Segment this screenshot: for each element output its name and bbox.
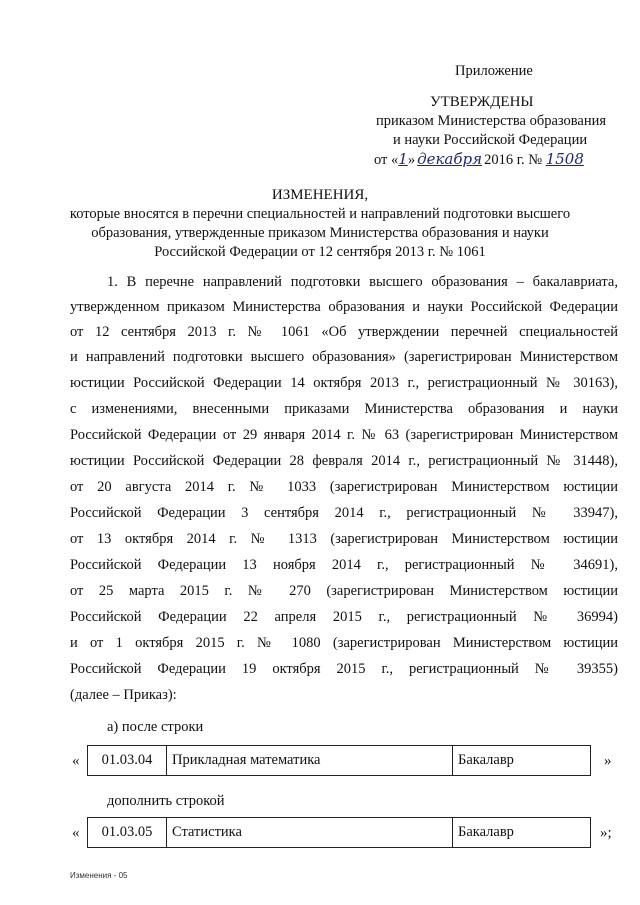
body-line: и направлений подготовки высшего образования» (зарегистрирован Министерством <box>70 349 618 365</box>
row-open-quote: « <box>72 753 80 769</box>
body-line: юстиции Российской Федерации 28 февраля 2014 г., регистрационный № 31448), <box>70 453 618 469</box>
after-row-label: а) после строки <box>107 719 204 735</box>
add-row-label: дополнить строкой <box>107 793 225 809</box>
body-line: Российской Федерации от 29 января 2014 г. № 63 (зарегистрирован Министерством <box>70 427 618 443</box>
row-close-quote: » <box>604 753 612 769</box>
body-line: от 13 октября 2014 г. № 1313 (зарегистрирован Министерством юстиции <box>70 531 618 547</box>
specialty-degree: Бакалавр <box>453 746 591 776</box>
body-line: с изменениями, внесенными приказами Министерства образования и науки <box>70 401 618 417</box>
subheading-line-3: Российской Федерации от 12 сентября 2013 г. № 1061 <box>154 244 486 260</box>
body-line: от 12 сентября 2013 г. № 1061 «Об утверждении перечней специальностей <box>70 324 618 340</box>
specialty-code: 01.03.05 <box>88 818 167 848</box>
order-year: 2016 г. № <box>484 152 543 168</box>
specialty-degree: Бакалавр <box>453 818 591 848</box>
specialty-code: 01.03.04 <box>88 746 167 776</box>
body-line: Российской Федерации 13 ноября 2014 г., регистрационный № 34691), <box>70 557 618 573</box>
subheading-line-2: образования, утвержденные приказом Министерства образования и науки <box>91 225 549 241</box>
body-line: Российской Федерации 22 апреля 2015 г., регистрационный № 36994) <box>70 609 618 625</box>
specialty-name: Прикладная математика <box>167 746 453 776</box>
approved-by-line-1: приказом Министерства образования <box>376 113 607 129</box>
body-line: от 25 марта 2015 г. № 270 (зарегистрирован Министерством юстиции <box>70 583 618 599</box>
row-close-quote: »; <box>600 825 612 841</box>
document-heading: ИЗМЕНЕНИЯ, <box>271 187 369 203</box>
body-line: (далее – Приказ): <box>70 687 177 703</box>
body-line: от 20 августа 2014 г. № 1033 (зарегистрирован Министерством юстиции <box>70 479 618 495</box>
body-line: 1. В перечне направлений подготовки высшего образования – бакалавриата, <box>107 274 618 290</box>
specialty-row <box>87 817 591 848</box>
body-line: утвержденном приказом Министерства образования и науки Российской Федерации <box>70 299 618 315</box>
subheading-line-1: которые вносятся в перечни специальностей и направлений подготовки высшего <box>69 206 571 222</box>
body-line: Российской Федерации 3 сентября 2014 г., регистрационный № 33947), <box>70 505 618 521</box>
body-line: юстиции Российской Федерации 14 октября 2013 г., регистрационный № 30163), <box>70 375 618 391</box>
body-line: и от 1 октября 2015 г. № 1080 (зарегистрирован Министерством юстиции <box>70 635 618 651</box>
approved-by-line-2: и науки Российской Федерации <box>393 132 588 148</box>
order-day-handwritten: 1 <box>398 150 408 168</box>
body-line: Российской Федерации 19 октября 2015 г., регистрационный № 39355) <box>70 661 618 677</box>
order-number-handwritten: 1508 <box>545 150 584 168</box>
specialty-row <box>87 745 591 776</box>
order-quote-close: » <box>407 152 416 168</box>
appendix-label: Приложение <box>455 63 533 79</box>
row-open-quote: « <box>72 825 80 841</box>
page-footer: Изменения - 05 <box>70 871 128 880</box>
specialty-name: Статистика <box>167 818 453 848</box>
order-month-handwritten: декабря <box>417 150 483 168</box>
order-from: от « <box>374 152 399 168</box>
order-date-line <box>374 151 584 169</box>
approved-label: УТВЕРЖДЕНЫ <box>430 94 534 110</box>
